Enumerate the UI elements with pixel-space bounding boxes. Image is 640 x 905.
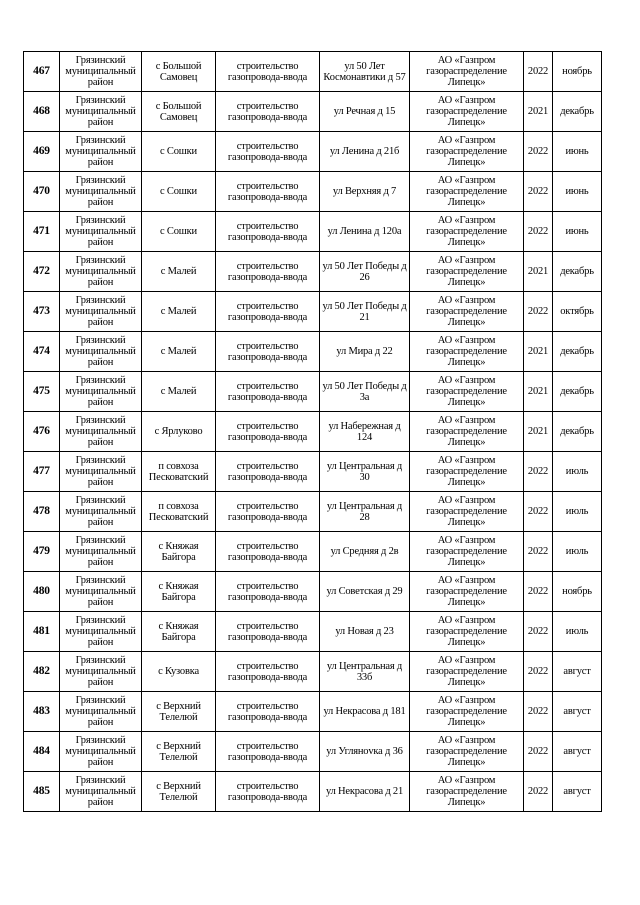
year-cell: 2022: [524, 652, 553, 692]
table-row: [24, 532, 602, 572]
table-row: [24, 372, 602, 412]
table-row: [24, 452, 602, 492]
month-cell: август: [553, 772, 602, 812]
work-type-cell: строительство газопровода-ввода: [216, 332, 320, 372]
settlement-cell: с Большой Самовец: [142, 52, 216, 92]
year-cell: 2022: [524, 212, 553, 252]
month-cell: ноябрь: [553, 52, 602, 92]
organization-cell: АО «Газпром газораспределение Липецк»: [410, 652, 524, 692]
address-cell: ул Центральная д 30: [320, 452, 410, 492]
district-cell: Грязинский муниципальный район: [60, 452, 142, 492]
settlement-cell: с Большой Самовец: [142, 92, 216, 132]
work-type-cell: строительство газопровода-ввода: [216, 492, 320, 532]
month-cell: декабрь: [553, 412, 602, 452]
work-type-cell: строительство газопровода-ввода: [216, 92, 320, 132]
month-cell: июль: [553, 452, 602, 492]
row-number: 478: [24, 492, 60, 532]
district-cell: Грязинский муниципальный район: [60, 652, 142, 692]
work-type-cell: строительство газопровода-ввода: [216, 132, 320, 172]
month-cell: декабрь: [553, 92, 602, 132]
work-type-cell: строительство газопровода-ввода: [216, 452, 320, 492]
row-number: 482: [24, 652, 60, 692]
address-cell: ул Углянovка д 36: [320, 732, 410, 772]
work-type-cell: строительство газопровода-ввода: [216, 532, 320, 572]
work-type-cell: строительство газопровода-ввода: [216, 412, 320, 452]
settlement-cell: с Верхний Телелюй: [142, 732, 216, 772]
district-cell: Грязинский муниципальный район: [60, 412, 142, 452]
year-cell: 2021: [524, 92, 553, 132]
year-cell: 2022: [524, 532, 553, 572]
month-cell: июнь: [553, 212, 602, 252]
table-row: [24, 212, 602, 252]
settlement-cell: с Сошки: [142, 172, 216, 212]
table-row: [24, 172, 602, 212]
year-cell: 2022: [524, 492, 553, 532]
settlement-cell: п совхоза Песковатский: [142, 452, 216, 492]
organization-cell: АО «Газпром газораспределение Липецк»: [410, 252, 524, 292]
month-cell: июнь: [553, 132, 602, 172]
month-cell: декабрь: [553, 252, 602, 292]
address-cell: ул 50 Лет Победы д 26: [320, 252, 410, 292]
organization-cell: АО «Газпром газораспределение Липецк»: [410, 92, 524, 132]
organization-cell: АО «Газпром газораспределение Липецк»: [410, 772, 524, 812]
organization-cell: АО «Газпром газораспределение Липецк»: [410, 452, 524, 492]
settlement-cell: с Малей: [142, 332, 216, 372]
address-cell: ул Центральная д 33б: [320, 652, 410, 692]
year-cell: 2022: [524, 132, 553, 172]
address-cell: ул 50 Лет Победы д 3а: [320, 372, 410, 412]
district-cell: Грязинский муниципальный район: [60, 572, 142, 612]
month-cell: октябрь: [553, 292, 602, 332]
row-number: 479: [24, 532, 60, 572]
year-cell: 2022: [524, 772, 553, 812]
month-cell: август: [553, 652, 602, 692]
year-cell: 2022: [524, 692, 553, 732]
table-row: [24, 52, 602, 92]
settlement-cell: с Малей: [142, 252, 216, 292]
row-number: 471: [24, 212, 60, 252]
settlement-cell: п совхоза Песковатский: [142, 492, 216, 532]
address-cell: ул Ленина д 21б: [320, 132, 410, 172]
year-cell: 2022: [524, 172, 553, 212]
row-number: 477: [24, 452, 60, 492]
organization-cell: АО «Газпром газораспределение Липецк»: [410, 492, 524, 532]
work-type-cell: строительство газопровода-ввода: [216, 692, 320, 732]
settlement-cell: с Кузовка: [142, 652, 216, 692]
district-cell: Грязинский муниципальный район: [60, 772, 142, 812]
work-type-cell: строительство газопровода-ввода: [216, 292, 320, 332]
month-cell: июль: [553, 532, 602, 572]
district-cell: Грязинский муниципальный район: [60, 332, 142, 372]
address-cell: ул 50 Лет Победы д 21: [320, 292, 410, 332]
table-row: [24, 772, 602, 812]
row-number: 472: [24, 252, 60, 292]
settlement-cell: с Сошки: [142, 212, 216, 252]
document-page: [23, 51, 601, 812]
district-cell: Грязинский муниципальный район: [60, 732, 142, 772]
year-cell: 2022: [524, 612, 553, 652]
row-number: 473: [24, 292, 60, 332]
year-cell: 2022: [524, 452, 553, 492]
work-type-cell: строительство газопровода-ввода: [216, 772, 320, 812]
work-type-cell: строительство газопровода-ввода: [216, 372, 320, 412]
organization-cell: АО «Газпром газораспределение Липецк»: [410, 372, 524, 412]
work-type-cell: строительство газопровода-ввода: [216, 652, 320, 692]
table-row: [24, 652, 602, 692]
address-cell: ул Мира д 22: [320, 332, 410, 372]
table-row: [24, 572, 602, 612]
work-type-cell: строительство газопровода-ввода: [216, 172, 320, 212]
address-cell: ул Центральная д 28: [320, 492, 410, 532]
settlement-cell: с Княжая Байгора: [142, 612, 216, 652]
organization-cell: АО «Газпром газораспределение Липецк»: [410, 52, 524, 92]
address-cell: ул Советская д 29: [320, 572, 410, 612]
table-row: [24, 292, 602, 332]
organization-cell: АО «Газпром газораспределение Липецк»: [410, 132, 524, 172]
row-number: 475: [24, 372, 60, 412]
table-row: [24, 732, 602, 772]
row-number: 484: [24, 732, 60, 772]
organization-cell: АО «Газпром газораспределение Липецк»: [410, 332, 524, 372]
year-cell: 2022: [524, 52, 553, 92]
district-cell: Грязинский муниципальный район: [60, 212, 142, 252]
address-cell: ул Набережная д 124: [320, 412, 410, 452]
table-row: [24, 252, 602, 292]
row-number: 467: [24, 52, 60, 92]
row-number: 485: [24, 772, 60, 812]
address-cell: ул Новая д 23: [320, 612, 410, 652]
district-cell: Грязинский муниципальный район: [60, 612, 142, 652]
month-cell: июнь: [553, 172, 602, 212]
row-number: 481: [24, 612, 60, 652]
settlement-cell: с Княжая Байгора: [142, 532, 216, 572]
organization-cell: АО «Газпром газораспределение Липецк»: [410, 692, 524, 732]
work-type-cell: строительство газопровода-ввода: [216, 52, 320, 92]
settlement-cell: с Верхний Телелюй: [142, 772, 216, 812]
table-row: [24, 492, 602, 532]
table-row: [24, 332, 602, 372]
month-cell: декабрь: [553, 372, 602, 412]
year-cell: 2022: [524, 292, 553, 332]
month-cell: июль: [553, 612, 602, 652]
organization-cell: АО «Газпром газораспределение Липецк»: [410, 412, 524, 452]
settlement-cell: с Княжая Байгора: [142, 572, 216, 612]
year-cell: 2022: [524, 732, 553, 772]
address-cell: ул Речная д 15: [320, 92, 410, 132]
work-type-cell: строительство газопровода-ввода: [216, 252, 320, 292]
year-cell: 2021: [524, 372, 553, 412]
district-cell: Грязинский муниципальный район: [60, 132, 142, 172]
work-type-cell: строительство газопровода-ввода: [216, 212, 320, 252]
district-cell: Грязинский муниципальный район: [60, 172, 142, 212]
gas-connection-table: [23, 51, 602, 812]
organization-cell: АО «Газпром газораспределение Липецк»: [410, 292, 524, 332]
district-cell: Грязинский муниципальный район: [60, 692, 142, 732]
address-cell: ул Ленина д 120а: [320, 212, 410, 252]
row-number: 468: [24, 92, 60, 132]
month-cell: август: [553, 692, 602, 732]
row-number: 474: [24, 332, 60, 372]
table-row: [24, 692, 602, 732]
settlement-cell: с Малей: [142, 292, 216, 332]
year-cell: 2021: [524, 252, 553, 292]
row-number: 470: [24, 172, 60, 212]
district-cell: Грязинский муниципальный район: [60, 492, 142, 532]
work-type-cell: строительство газопровода-ввода: [216, 572, 320, 612]
address-cell: ул Некрасова д 181: [320, 692, 410, 732]
district-cell: Грязинский муниципальный район: [60, 252, 142, 292]
year-cell: 2021: [524, 332, 553, 372]
month-cell: август: [553, 732, 602, 772]
district-cell: Грязинский муниципальный район: [60, 92, 142, 132]
year-cell: 2021: [524, 412, 553, 452]
year-cell: 2022: [524, 572, 553, 612]
row-number: 469: [24, 132, 60, 172]
row-number: 480: [24, 572, 60, 612]
district-cell: Грязинский муниципальный район: [60, 292, 142, 332]
district-cell: Грязинский муниципальный район: [60, 532, 142, 572]
settlement-cell: с Сошки: [142, 132, 216, 172]
settlement-cell: с Малей: [142, 372, 216, 412]
month-cell: июль: [553, 492, 602, 532]
organization-cell: АО «Газпром газораспределение Липецк»: [410, 172, 524, 212]
table-row: [24, 92, 602, 132]
address-cell: ул Некрасова д 21: [320, 772, 410, 812]
organization-cell: АО «Газпром газораспределение Липецк»: [410, 532, 524, 572]
organization-cell: АО «Газпром газораспределение Липецк»: [410, 732, 524, 772]
address-cell: ул 50 Лет Космонавтики д 57: [320, 52, 410, 92]
row-number: 476: [24, 412, 60, 452]
month-cell: ноябрь: [553, 572, 602, 612]
organization-cell: АО «Газпром газораспределение Липецк»: [410, 212, 524, 252]
row-number: 483: [24, 692, 60, 732]
address-cell: ул Верхняя д 7: [320, 172, 410, 212]
district-cell: Грязинский муниципальный район: [60, 52, 142, 92]
work-type-cell: строительство газопровода-ввода: [216, 612, 320, 652]
table-row: [24, 132, 602, 172]
organization-cell: АО «Газпром газораспределение Липецк»: [410, 612, 524, 652]
district-cell: Грязинский муниципальный район: [60, 372, 142, 412]
table-row: [24, 412, 602, 452]
table-body: [24, 52, 602, 812]
work-type-cell: строительство газопровода-ввода: [216, 732, 320, 772]
settlement-cell: с Верхний Телелюй: [142, 692, 216, 732]
address-cell: ул Средняя д 2в: [320, 532, 410, 572]
organization-cell: АО «Газпром газораспределение Липецк»: [410, 572, 524, 612]
month-cell: декабрь: [553, 332, 602, 372]
table-row: [24, 612, 602, 652]
settlement-cell: с Ярлуково: [142, 412, 216, 452]
